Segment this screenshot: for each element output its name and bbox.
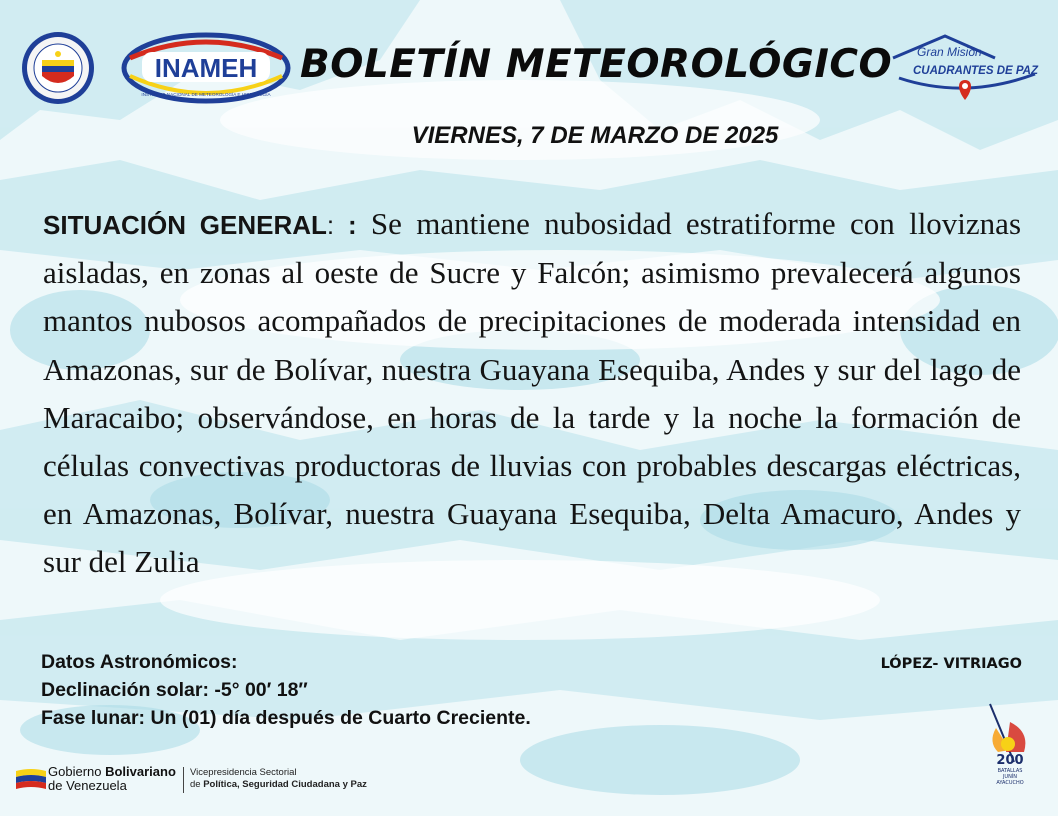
author-name: LÓPEZ- VITRIAGO	[880, 656, 1022, 672]
situation-text: Se mantiene nubosidad estratiforme con lloviznas aisladas, en zonas al oeste de Sucre y Falcón; asimismo prevalecerá algunos mantos nubosos acompañados de precipitaciones de moderada intensidad en Amazonas, sur de Bolívar, nuestra Guayana Esequiba, Andes y sur del lago de Maracaibo; observándose, en horas de la tarde y la noche la formación de células convectivas productoras de lluvias con probables descargas eléctricas, en Amazonas, Bolívar, nuestra Guayana Esequiba, Delta Amacuro, Andes y sur del Zulia	[43, 206, 1022, 580]
cuadrantes-de-paz-logo	[885, 28, 1045, 104]
astronomical-data	[41, 648, 531, 732]
solar-declination: Declinación solar: -5° 00′ 18″	[41, 679, 308, 701]
bulletin-title: BOLETÍN METEOROLÓGICO	[300, 42, 893, 87]
inameh-logo-text: INAMEH	[154, 53, 258, 83]
gobierno-bolivariano-label: Gobierno Bolivariano de Venezuela	[48, 764, 176, 793]
inameh-logo	[120, 30, 292, 106]
bicentenary-emblem-text: 200 BATALLAS JUNÍN AYACUCHO	[996, 753, 1024, 786]
police-seal-icon	[20, 30, 96, 106]
bulletin-date: VIERNES, 7 DE MARZO DE 2025	[411, 122, 779, 149]
map-pin-icon	[959, 80, 971, 100]
astronomy-heading: Datos Astronómicos:	[41, 651, 238, 673]
vicepresidencia-label: Vicepresidencia Sectorial de Política, Seguridad Ciudadana y Paz	[190, 767, 367, 790]
situation-separator: : :	[326, 210, 357, 240]
footer-divider	[183, 767, 184, 793]
venezuela-flag-icon	[16, 767, 46, 791]
situation-label: SITUACIÓN GENERAL	[43, 210, 327, 240]
cuadrantes-line2: CUADRANTES DE PAZ	[913, 65, 1039, 77]
general-situation	[43, 200, 1021, 587]
cuadrantes-line1: Gran Misión	[917, 45, 982, 59]
inameh-logo-subtitle: INSTITUTO NACIONAL DE METEOROLOGÍA E HIDROLOGÍA	[141, 92, 271, 97]
moon-phase: Fase lunar: Un (01) día después de Cuarto Creciente.	[41, 707, 531, 729]
